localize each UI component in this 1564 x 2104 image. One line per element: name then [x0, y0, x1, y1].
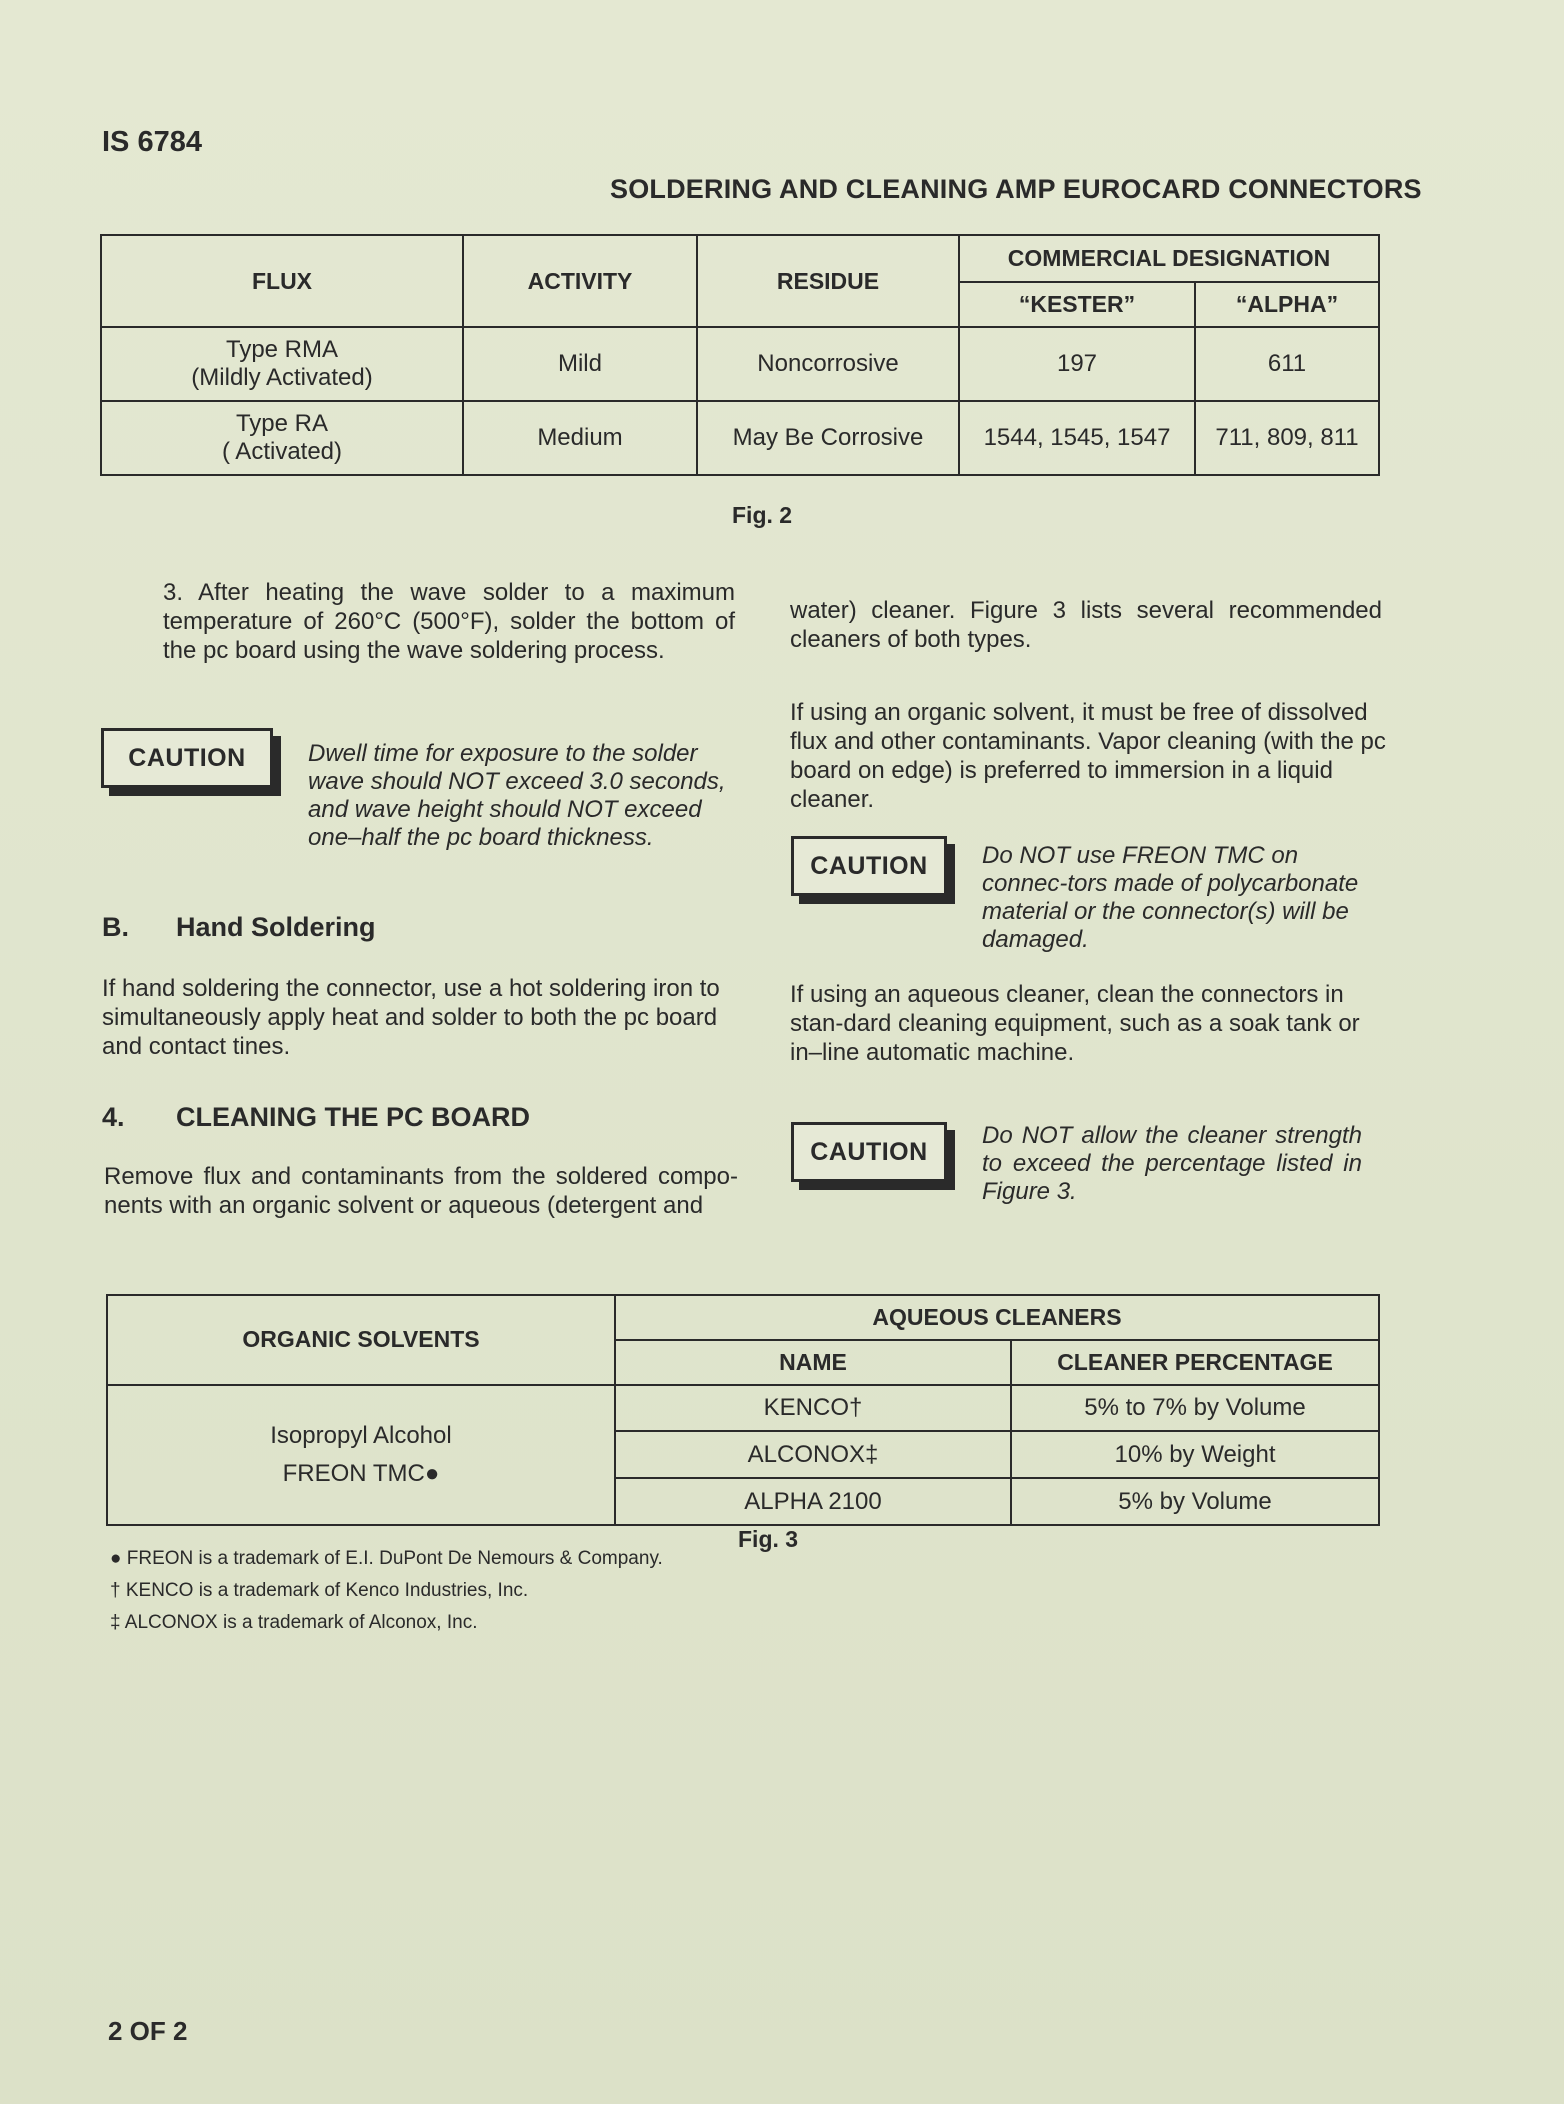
caution-text: Dwell time for exposure to the solder wave should NOT exceed 3.0 seconds, and wave height should NOT exceed one–half the pc board thickness.	[308, 740, 726, 851]
activity-cell: Medium	[463, 401, 697, 475]
page-number: 2 OF 2	[108, 2016, 188, 2046]
flux-table	[100, 234, 1380, 476]
alpha-header: “ALPHA”	[1195, 282, 1379, 327]
document-id: IS 6784	[102, 126, 202, 158]
table-row	[101, 401, 1379, 475]
list-item: FREON TMC●	[282, 1459, 440, 1487]
caution-badge: CAUTION	[791, 1122, 947, 1182]
section-number: B.	[102, 912, 129, 942]
table-row	[101, 327, 1379, 401]
caution-badge: CAUTION	[791, 836, 947, 896]
residue-cell: May Be Corrosive	[697, 401, 959, 475]
step3-text: 3. After heating the wave solder to a maximum temperature of 260°C (500°F), solder the bottom of the pc board using the wave soldering process.	[163, 579, 735, 664]
document-title: SOLDERING AND CLEANING AMP EUROCARD CONNECTORS	[610, 174, 1422, 204]
activity-cell: Mild	[463, 327, 697, 401]
organic-solvents-header: ORGANIC SOLVENTS	[107, 1295, 615, 1385]
section-number: 4.	[102, 1102, 125, 1132]
kester-header: “KESTER”	[959, 282, 1195, 327]
caution-text: Do NOT allow the cleaner strength to exceed the percentage listed in Figure 3.	[982, 1122, 1362, 1205]
fig3-caption: Fig. 3	[738, 1526, 799, 1552]
commercial-designation-header: COMMERCIAL DESIGNATION	[959, 235, 1379, 282]
flux-header: FLUX	[101, 235, 463, 327]
kester-cell: 1544, 1545, 1547	[959, 401, 1195, 475]
cleaner-percentage-header: CLEANER PERCENTAGE	[1011, 1340, 1379, 1385]
list-item: Isopropyl Alcohol	[270, 1421, 452, 1449]
section-b-heading	[102, 912, 376, 943]
cleaner-percentage-cell: 10% by Weight	[1011, 1431, 1379, 1478]
caution-badge: CAUTION	[101, 728, 273, 788]
hand-soldering-text: If hand soldering the connector, use a hot soldering iron to simultaneously apply heat and solder to both the pc board and contact tines.	[102, 975, 720, 1060]
residue-cell: Noncorrosive	[697, 327, 959, 401]
organic-solvent-text: If using an organic solvent, it must be free of dissolved flux and other contaminants. Vapor cleaning (with the pc board on edge) is preferred to immersion in a liquid cleaner.	[790, 699, 1386, 813]
alpha-cell: 711, 809, 811	[1195, 401, 1379, 475]
cleaning-text: Remove flux and contaminants from the soldered compo-nents with an organic solvent or aqueous (detergent and	[104, 1163, 738, 1219]
footnote-alconox: ‡ ALCONOX is a trademark of Alconox, Inc.	[110, 1612, 478, 1633]
caution-text: Do NOT use FREON TMC on connec-tors made of polycarbonate material or the connector(s) will be damaged.	[982, 842, 1359, 953]
activity-header: ACTIVITY	[463, 235, 697, 327]
footnote-freon: ● FREON is a trademark of E.I. DuPont De Nemours & Company.	[110, 1548, 663, 1569]
flux-cell: Type RA ( Activated)	[101, 401, 463, 475]
cleaner-name-cell: KENCO†	[615, 1385, 1011, 1432]
cleaner-name-cell: ALPHA 2100	[615, 1478, 1011, 1525]
name-header: NAME	[615, 1340, 1011, 1385]
section-title: Hand Soldering	[176, 912, 376, 942]
residue-header: RESIDUE	[697, 235, 959, 327]
cleaner-percentage-cell: 5% to 7% by Volume	[1011, 1385, 1379, 1432]
fig2-caption: Fig. 2	[732, 502, 793, 528]
section-4-heading	[102, 1102, 530, 1133]
kester-cell: 197	[959, 327, 1195, 401]
footnote-kenco: † KENCO is a trademark of Kenco Industries, Inc.	[110, 1580, 529, 1601]
table-row	[107, 1385, 1379, 1432]
aqueous-cleaners-header: AQUEOUS CLEANERS	[615, 1295, 1379, 1340]
flux-cell: Type RMA (Mildly Activated)	[101, 327, 463, 401]
organic-solvents-cell	[107, 1385, 615, 1525]
cleaner-types-text: water) cleaner. Figure 3 lists several recommended cleaners of both types.	[790, 597, 1382, 653]
alpha-cell: 611	[1195, 327, 1379, 401]
cleaners-table	[106, 1294, 1380, 1526]
aqueous-cleaner-text: If using an aqueous cleaner, clean the connectors in stan-dard cleaning equipment, such as a soak tank or in–line automatic machine.	[790, 981, 1360, 1066]
cleaner-percentage-cell: 5% by Volume	[1011, 1478, 1379, 1525]
cleaner-name-cell: ALCONOX‡	[615, 1431, 1011, 1478]
section-title: CLEANING THE PC BOARD	[176, 1102, 531, 1132]
